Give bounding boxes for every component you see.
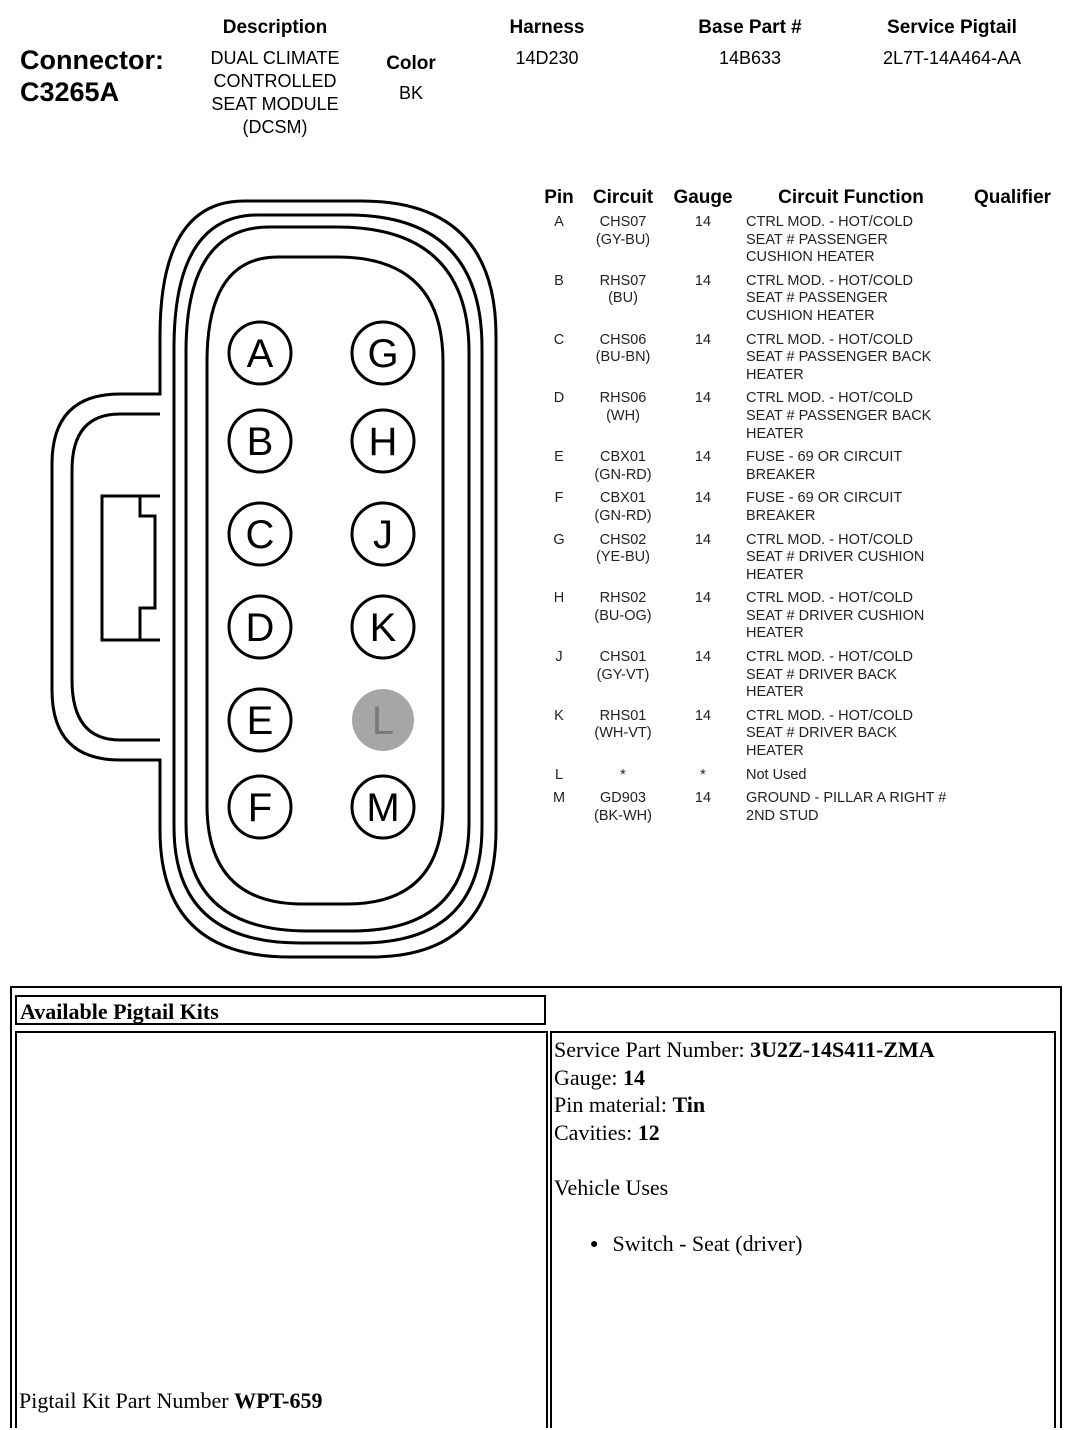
- base-part-heading: Base Part #: [698, 17, 802, 38]
- qualifier-cell: [962, 708, 1063, 767]
- circuit-function-cell: FUSE - 69 OR CIRCUIT BREAKER: [746, 449, 903, 483]
- gauge-cell: 14: [694, 214, 712, 230]
- description-line: SEAT MODULE: [211, 94, 339, 114]
- pin-table-row: [538, 273, 1063, 332]
- column-header-circuit-function: Circuit Function: [778, 187, 924, 208]
- gauge-cell: 14: [694, 531, 712, 548]
- circuit-cell: RHS01 (WH-VT): [594, 707, 652, 742]
- circuit-cell: CBX01 (GN-RD): [594, 490, 652, 524]
- circuit-cell: RHS07 (BU): [599, 272, 647, 307]
- pin-m-label: M: [366, 786, 400, 830]
- pin-cell: H: [553, 590, 565, 607]
- cavities-row: [554, 1119, 935, 1147]
- gauge-cell: 14: [694, 649, 712, 666]
- circuit-cell: *: [620, 766, 626, 783]
- pigtail-kits-heading: Available Pigtail Kits: [15, 995, 546, 1025]
- cavities-label: Cavities:: [554, 1119, 638, 1145]
- circuit-function-cell: CTRL MOD. - HOT/COLD SEAT # DRIVER BACK HEATER: [746, 707, 914, 760]
- pin-f-label: F: [247, 786, 273, 830]
- circuit-function-cell: CTRL MOD. - HOT/COLD SEAT # PASSENGER BACK HEATER: [746, 390, 932, 442]
- circuit-cell: CHS01 (GY-VT): [596, 649, 650, 683]
- circuit-cell: CHS02 (YE-BU): [596, 531, 650, 566]
- pin-a-label: A: [246, 332, 274, 376]
- circuit-cell: CHS06 (BU-BN): [595, 331, 651, 366]
- pin-l-label: L: [371, 699, 395, 743]
- harness-value: 14D230: [515, 48, 579, 68]
- connector-housing-ring: [186, 227, 469, 931]
- pin-h-label: H: [368, 420, 398, 464]
- pin-table-row: [538, 214, 1063, 273]
- pin-table-row: [538, 790, 1063, 831]
- pin-cell: G: [553, 531, 565, 548]
- gauge-row: [554, 1064, 935, 1092]
- gauge-cell: 14: [694, 707, 712, 724]
- qualifier-cell: [962, 273, 1063, 332]
- pigtail-kit-left-cell: [15, 1031, 548, 1428]
- pin-cell: B: [554, 272, 564, 289]
- circuit-function-cell: FUSE - 69 OR CIRCUIT BREAKER: [746, 490, 903, 524]
- pin-material-value: Tin: [672, 1092, 706, 1117]
- column-header-qualifier: Qualifier: [973, 187, 1052, 208]
- column-header-gauge: Gauge: [673, 187, 733, 208]
- connector-housing-outline: [52, 201, 496, 957]
- gauge-cell: 14: [694, 390, 712, 407]
- circuit-cell: GD903 (BK-WH): [594, 790, 652, 824]
- service-pigtail-value: 2L7T-14A464-AA: [882, 48, 1022, 68]
- pin-cell: C: [553, 331, 565, 348]
- service-part-number: [554, 1036, 935, 1064]
- circuit-function-cell: Not Used: [746, 766, 807, 783]
- gauge-cell: 14: [694, 590, 712, 607]
- connector-latch-outline: [72, 414, 160, 740]
- connector-housing-ring: [174, 215, 482, 943]
- cavities-value: 12: [637, 1119, 660, 1145]
- circuit-cell: RHS06 (WH): [599, 390, 647, 424]
- pin-table-row: [538, 490, 1063, 531]
- pin-table-row: [538, 532, 1063, 591]
- circuit-function-cell: CTRL MOD. - HOT/COLD SEAT # PASSENGER CUSHION HEATER: [746, 214, 914, 266]
- pin-table-row: [538, 649, 1063, 708]
- vehicle-use-label: Switch - Seat (driver): [612, 1231, 803, 1256]
- qualifier-cell: [962, 649, 1063, 708]
- pigtail-kit-details: [554, 1036, 935, 1202]
- pin-table-header-row: [538, 187, 1063, 214]
- pin-table-row: [538, 390, 1063, 449]
- pin-table-row: [538, 332, 1063, 391]
- pin-cell: J: [555, 649, 563, 666]
- gauge-value: 14: [623, 1064, 646, 1090]
- qualifier-cell: [962, 767, 1063, 791]
- gauge-cell: 14: [694, 449, 712, 466]
- connector-face-diagram: [0, 0, 540, 960]
- bullet-icon: ●: [590, 1237, 599, 1252]
- circuit-function-cell: CTRL MOD. - HOT/COLD SEAT # PASSENGER BACK HEATER: [746, 331, 932, 383]
- service-part-value: 3U2Z-14S411-ZMA: [750, 1037, 935, 1062]
- description-line: DUAL CLIMATE: [210, 48, 340, 68]
- pin-material-label: Pin material:: [554, 1092, 673, 1117]
- pin-d-label: D: [245, 606, 275, 650]
- harness-heading: Harness: [509, 17, 585, 38]
- circuit-function-cell: CTRL MOD. - HOT/COLD SEAT # DRIVER CUSHION HEATER: [746, 590, 925, 642]
- pin-table-row: [538, 449, 1063, 490]
- qualifier-cell: [962, 390, 1063, 449]
- qualifier-cell: [962, 449, 1063, 490]
- connector-id: C3265A: [20, 77, 120, 107]
- pin-cell: D: [553, 390, 565, 407]
- service-pigtail-heading: Service Pigtail: [887, 17, 1017, 38]
- description-heading: Description: [222, 17, 328, 38]
- pin-table: [538, 187, 1063, 831]
- column-header-circuit: Circuit: [592, 187, 654, 208]
- gauge-cell: 14: [694, 272, 712, 289]
- connector-latch-key: [102, 496, 160, 640]
- pin-b-label: B: [246, 420, 274, 464]
- gauge-cell: 14: [694, 331, 712, 348]
- qualifier-cell: [962, 790, 1063, 831]
- description-line: (DCSM): [242, 117, 308, 137]
- gauge-cell: *: [700, 766, 706, 783]
- connector-label: Connector:: [20, 45, 164, 75]
- circuit-function-cell: GROUND - PILLAR A RIGHT # 2ND STUD: [746, 790, 947, 824]
- qualifier-cell: [962, 332, 1063, 391]
- pin-e-label: E: [246, 699, 274, 743]
- pin-cell: L: [554, 766, 564, 783]
- circuit-cell: CHS07 (GY-BU): [595, 214, 651, 248]
- color-value: BK: [398, 83, 423, 103]
- pin-table-row: [538, 767, 1063, 791]
- pin-cell: A: [554, 214, 564, 230]
- vehicle-uses-heading: Vehicle Uses: [554, 1175, 669, 1200]
- qualifier-cell: [962, 532, 1063, 591]
- description-line: CONTROLLED: [213, 71, 337, 91]
- color-heading: Color: [386, 53, 436, 74]
- pin-table-row: [538, 708, 1063, 767]
- qualifier-cell: [962, 590, 1063, 649]
- service-part-label: Service Part Number:: [554, 1037, 751, 1062]
- pin-cell: K: [554, 707, 564, 724]
- circuit-function-cell: CTRL MOD. - HOT/COLD SEAT # PASSENGER CUSHION HEATER: [746, 272, 914, 324]
- circuit-function-cell: CTRL MOD. - HOT/COLD SEAT # DRIVER BACK HEATER: [746, 649, 914, 701]
- pin-cell: E: [554, 449, 564, 466]
- gauge-label: Gauge:: [554, 1064, 624, 1090]
- pigtail-kit-part-label: Pigtail Kit Part Number: [19, 1388, 235, 1413]
- qualifier-cell: [962, 490, 1063, 531]
- circuit-cell: CBX01 (GN-RD): [594, 449, 652, 483]
- pin-cell: M: [552, 790, 566, 807]
- pin-table-row: [538, 590, 1063, 649]
- circuit-cell: RHS02 (BU-OG): [594, 590, 652, 624]
- gauge-cell: 14: [694, 790, 712, 807]
- pin-j-label: J: [373, 513, 393, 557]
- column-header-pin: Pin: [544, 187, 574, 208]
- vehicle-use-item: [590, 1231, 802, 1257]
- pin-k-label: K: [369, 606, 397, 650]
- pigtail-kit-part-number: [19, 1388, 323, 1414]
- gauge-cell: 14: [694, 490, 712, 507]
- base-part-value: 14B633: [718, 48, 782, 68]
- pin-cell: F: [554, 490, 564, 507]
- pin-c-label: C: [245, 513, 275, 557]
- circuit-function-cell: CTRL MOD. - HOT/COLD SEAT # DRIVER CUSHION HEATER: [746, 531, 925, 583]
- pin-g-label: G: [367, 332, 399, 376]
- qualifier-cell: [962, 214, 1063, 273]
- pigtail-kit-part-value: WPT-659: [234, 1388, 323, 1413]
- pin-material-row: [554, 1091, 935, 1119]
